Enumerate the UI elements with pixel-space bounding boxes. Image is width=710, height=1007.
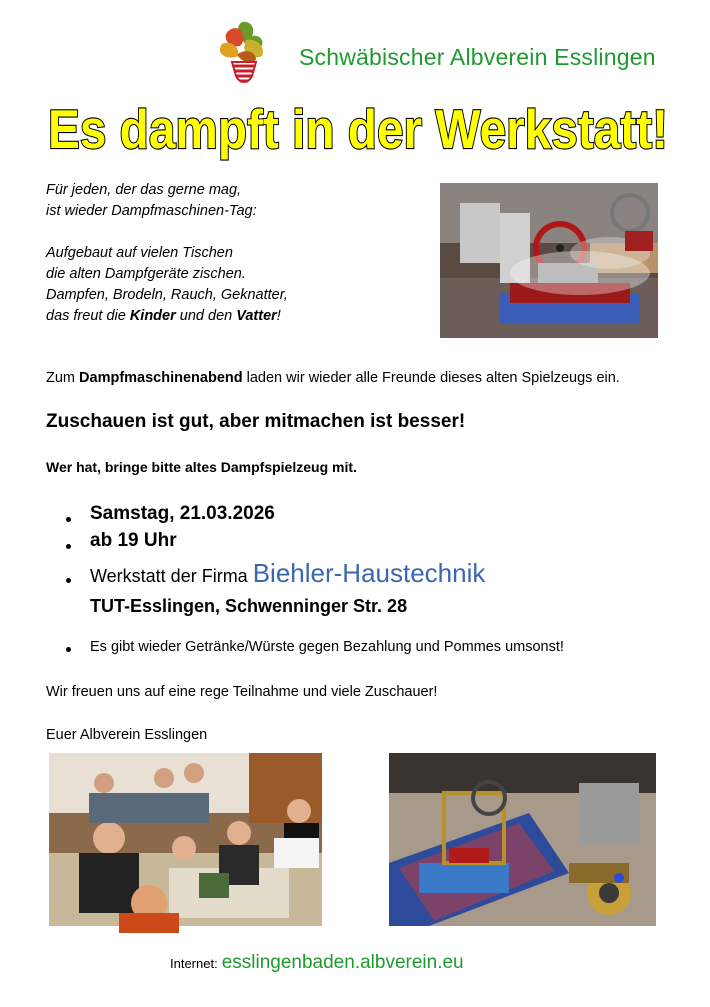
poem-line: die alten Dampfgeräte zischen.: [46, 266, 246, 282]
page-title: [38, 94, 678, 164]
steam-engine-photo: [440, 183, 658, 338]
event-time: ab 19 Uhr: [90, 530, 177, 551]
bullet-icon: [66, 578, 71, 583]
page-title-text: Es dampft in der Werkstatt!: [48, 98, 668, 160]
footer: [170, 952, 464, 974]
poem-kinder: Kinder: [129, 308, 176, 324]
bring-request: Wer hat, bringe bitte altes Dampfspielzeug mit.: [46, 459, 357, 475]
motto-heading: Zuschauen ist gut, aber mitmachen ist besser!: [46, 411, 466, 432]
children-workshop-photo: [49, 753, 322, 926]
poem-line: Dampfen, Brodeln, Rauch, Geknatter,: [46, 287, 288, 303]
footer-label: Internet:: [170, 956, 218, 971]
poem-line: das freut die Kinder und den Vatter!: [46, 308, 281, 324]
poem: [46, 180, 288, 327]
venue-prefix: Werkstatt der Firma: [90, 566, 253, 586]
closing-text: Wir freuen uns auf eine rege Teilnahme und viele Zuschauer!: [46, 684, 438, 700]
bullet-icon: [66, 544, 71, 549]
event-date: Samstag, 21.03.2026: [90, 503, 275, 524]
model-engines-photo: [389, 753, 656, 926]
catering-note: Es gibt wieder Getränke/Würste gegen Bezahlung und Pommes umsonst!: [90, 639, 564, 655]
signoff: Euer Albverein Esslingen: [46, 727, 208, 743]
bullet-icon: [66, 517, 71, 522]
invitation-text: Zum Dampfmaschinenabend laden wir wieder alle Freunde dieses alten Spielzeugs ein.: [46, 370, 620, 386]
poem-line: Für jeden, der das gerne mag,: [46, 182, 242, 198]
website-link[interactable]: esslingenbaden.albverein.eu: [221, 952, 464, 973]
venue-company-link[interactable]: Biehler-Haustechnik: [252, 558, 486, 588]
org-name: Schwäbischer Albverein Esslingen: [299, 44, 656, 70]
event-venue: [90, 558, 485, 589]
poem-vatter: Vatter: [236, 308, 277, 324]
event-name: Dampfmaschinenabend: [79, 370, 243, 386]
albverein-logo-icon: [216, 18, 272, 90]
bullet-icon: [66, 647, 71, 652]
event-address: TUT-Esslingen, Schwenninger Str. 28: [90, 596, 408, 616]
poem-line: Aufgebaut auf vielen Tischen: [46, 245, 233, 261]
poem-line: ist wieder Dampfmaschinen-Tag:: [46, 203, 257, 219]
